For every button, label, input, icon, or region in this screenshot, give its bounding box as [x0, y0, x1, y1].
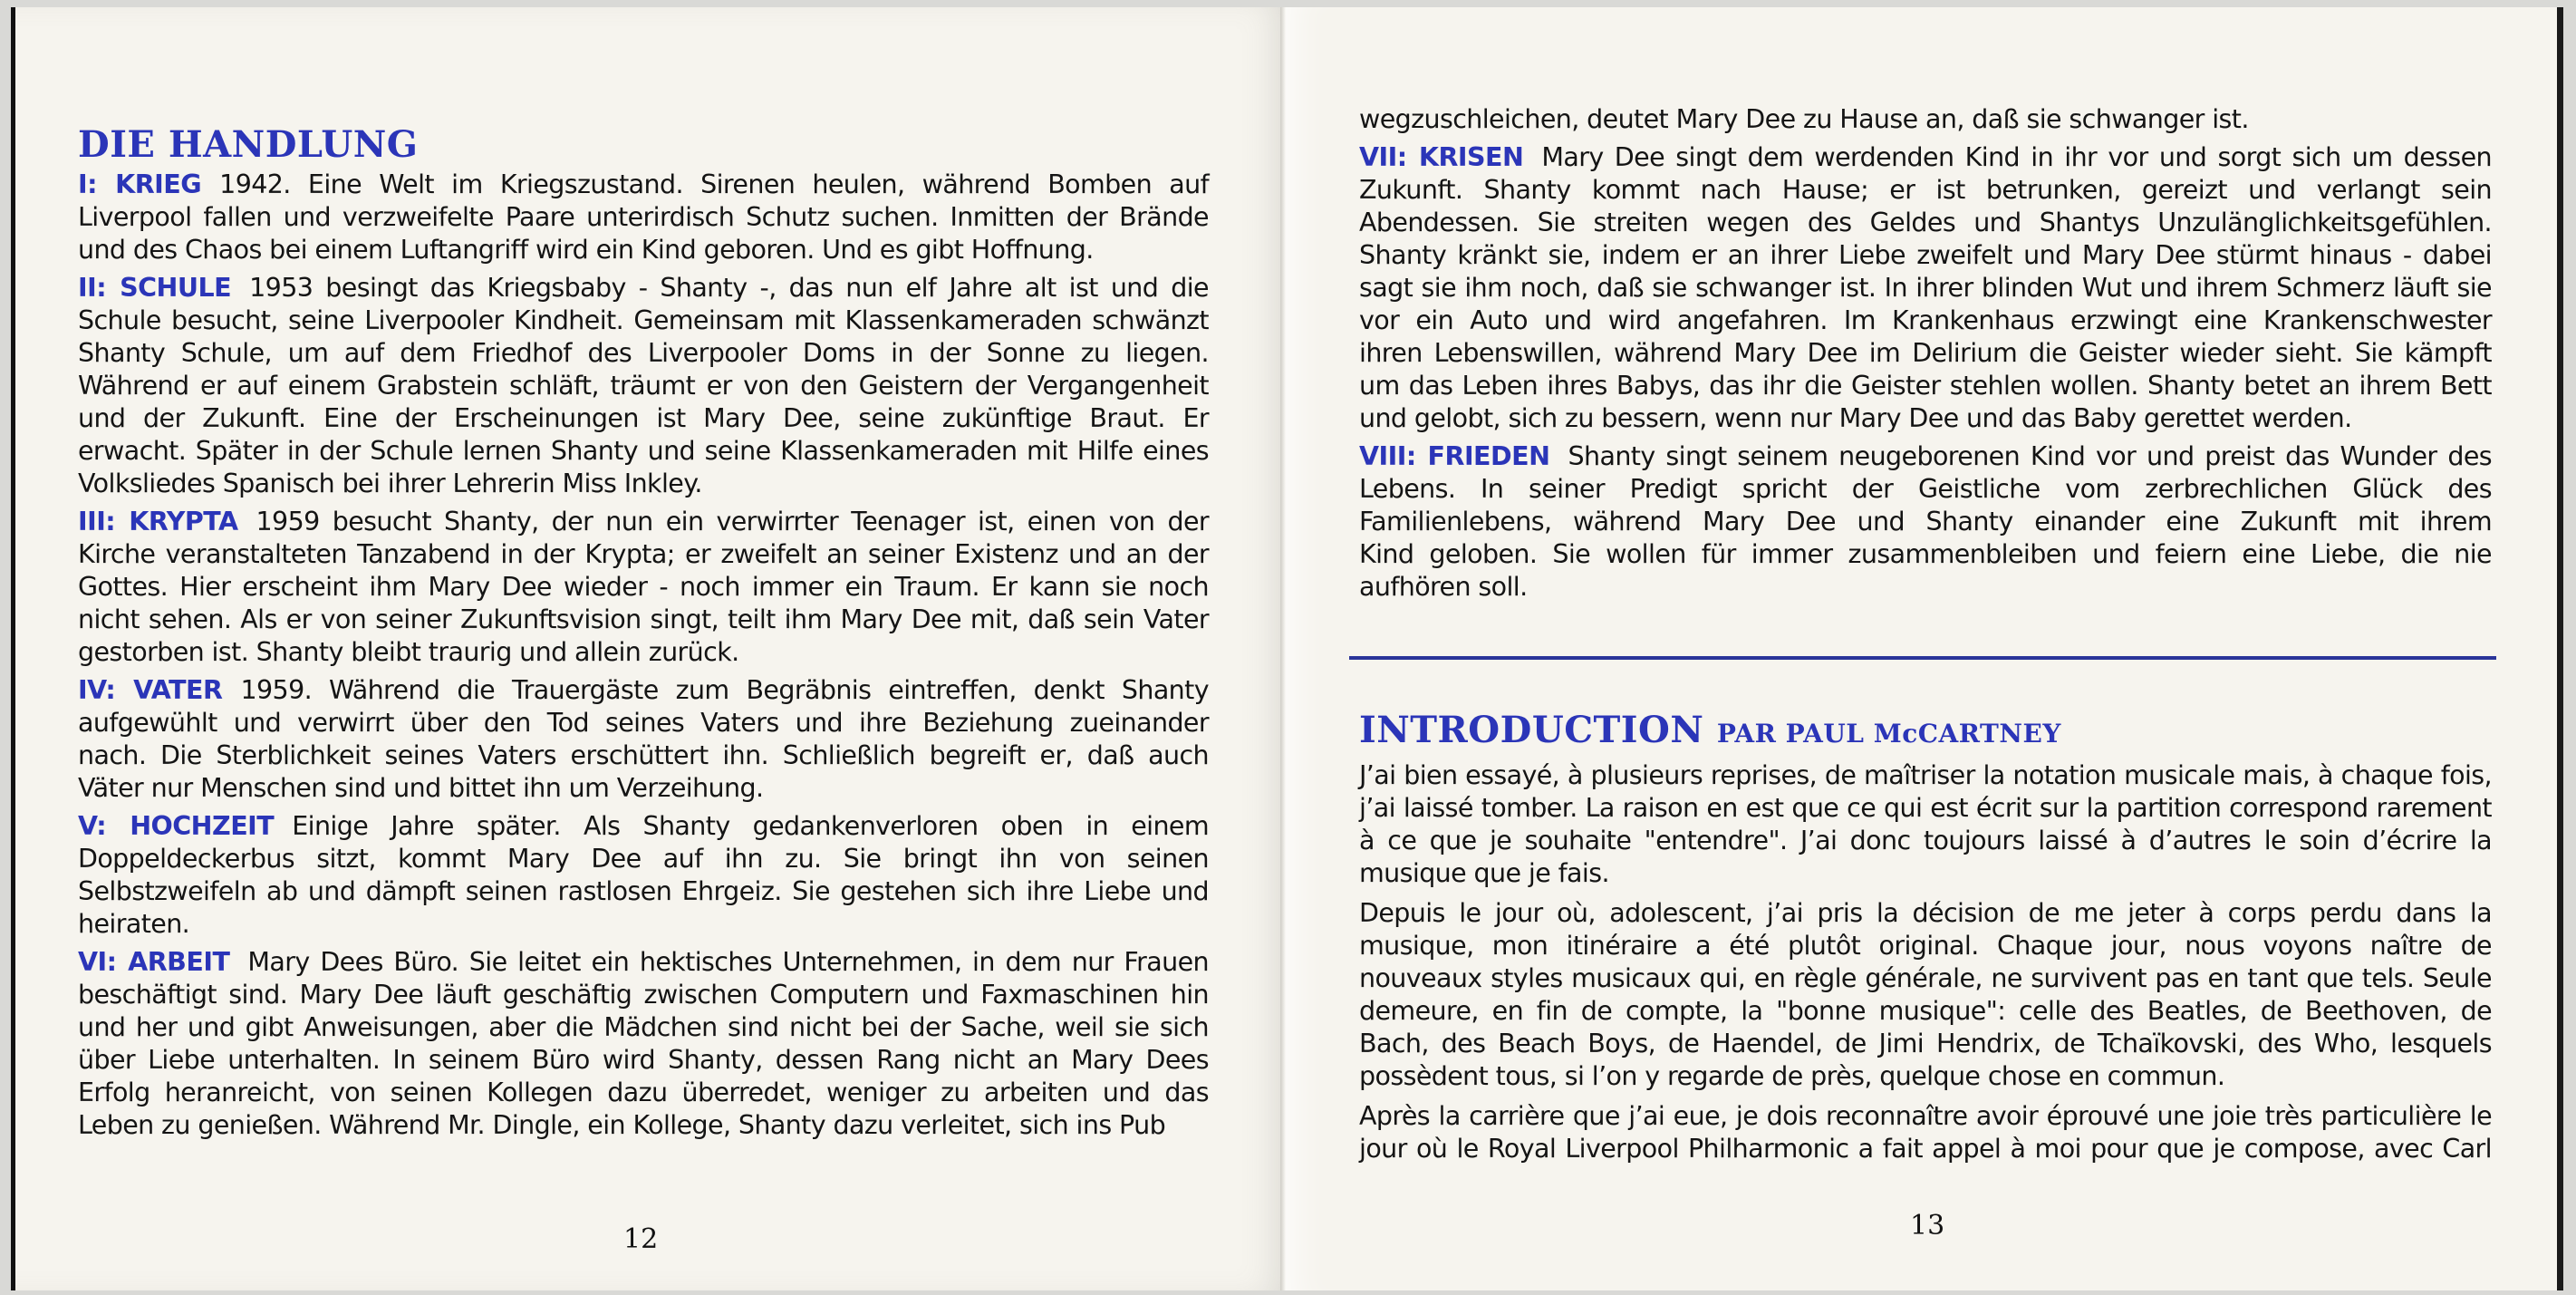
text-line [78, 234, 1209, 266]
line-text: j’ai laissé tomber. La raison en est que ce qui est écrit sur la partition correspond rarement [1359, 793, 2492, 823]
text-line [78, 908, 1209, 941]
text-line [1359, 402, 2492, 435]
section-label: VII: KRISEN [1359, 142, 1524, 172]
text-line [1359, 174, 2492, 207]
text-line [1359, 141, 2492, 174]
left-heading: DIE HANDLUNG [78, 123, 419, 166]
text-line [1359, 1028, 2492, 1060]
text-line [1359, 1133, 2492, 1165]
intro-heading [1359, 709, 2061, 751]
text-line [78, 1077, 1209, 1109]
text-line [78, 571, 1209, 604]
line-text: Depuis le jour où, adolescent, j’ai pris la décision de me jeter à corps perdu dans la [1359, 898, 2492, 928]
line-text: 1953 besingt das Kriegsbaby - Shanty -, das nun elf Jahre alt ist und die [249, 273, 1209, 303]
line-text: Bach, des Beach Boys, de Haendel, de Jimi Hendrix, de Tchaïkovski, des Who, lesquels [1359, 1029, 2492, 1058]
line-text: demeure, en fin de compte, la "bonne musique": celle des Beatles, de Beethoven, de [1359, 996, 2492, 1026]
intro-subtitle: PAR PAUL McCARTNEY [1716, 719, 2061, 749]
page-number-left: 12 [623, 1223, 659, 1255]
section-label: IV: VATER [78, 675, 223, 705]
text-line [78, 201, 1209, 234]
text-line [78, 810, 1209, 843]
text-line [78, 402, 1209, 435]
text-line [1359, 962, 2492, 995]
section-divider [1349, 656, 2496, 660]
text-line [1359, 1100, 2492, 1133]
text-line [78, 468, 1209, 500]
left-page-body [78, 169, 1209, 1147]
line-text: wegzuschleichen, deutet Mary Dee zu Hause an, daß sie schwanger ist. [1359, 104, 2249, 134]
line-text: 1959. Während die Trauergäste zum Begräbnis eintreffen, denkt Shanty [240, 675, 1209, 705]
line-text: aufhören soll. [1359, 572, 1528, 602]
text-line [78, 875, 1209, 908]
line-text: beschäftigt sind. Mary Dee läuft geschäftig zwischen Computern und Faxmaschinen hin [78, 980, 1209, 1010]
line-text: nach. Die Sterblichkeit seines Vaters erschüttert ihn. Schließlich begreift er, daß auch [78, 740, 1209, 770]
section-label: III: KRYPTA [78, 507, 238, 536]
text-line [1359, 272, 2492, 304]
line-text: jour où le Royal Liverpool Philharmonic a fait appel à moi pour que je compose, avec Carl [1359, 1134, 2492, 1164]
text-line [78, 337, 1209, 370]
line-text: Zukunft. Shanty kommt nach Hause; er ist betrunken, gereizt und verlangt sein [1359, 175, 2492, 205]
line-text: Après la carrière que j’ai eue, je dois reconnaître avoir éprouvé une joie très particulière le [1359, 1101, 2492, 1131]
book-gutter [1280, 7, 1286, 1290]
right-page-body [1359, 103, 2492, 609]
text-line [78, 1044, 1209, 1077]
line-text: Mary Dee singt dem werdenden Kind in ihr vor und sorgt sich um dessen [1541, 142, 2492, 172]
line-text: Familienlebens, während Mary Dee und Shanty einander eine Zukunft mit ihrem [1359, 507, 2492, 536]
line-text: um das Leben ihres Babys, das ihr die Geister stehlen wollen. Shanty betet an ihrem Bett [1359, 371, 2492, 401]
line-text: Väter nur Menschen sind und bittet ihn um Verzeihung. [78, 773, 764, 803]
text-line [78, 636, 1209, 669]
plot-section [78, 810, 1209, 941]
line-text: ihren Lebenswillen, während Mary Dee im Delirium die Geister wieder sieht. Sie kämpft [1359, 338, 2492, 368]
line-text: Gottes. Hier erscheint ihm Mary Dee wieder - noch immer ein Traum. Er kann sie noch [78, 572, 1209, 602]
line-text: Lebens. In seiner Predigt spricht der Geistliche vom zerbrechlichen Glück des [1359, 474, 2492, 504]
line-text: Abendessen. Sie streiten wegen des Geldes und Shantys Unzulänglichkeitsgefühlen. [1359, 208, 2492, 237]
text-line [78, 772, 1209, 805]
line-text: musique que je fais. [1359, 858, 1609, 888]
text-line [1359, 897, 2492, 930]
plot-section [78, 946, 1209, 1142]
text-line [78, 370, 1209, 402]
plot-section [1359, 141, 2492, 435]
text-line [1359, 571, 2492, 604]
line-text: und der Zukunft. Eine der Erscheinungen ist Mary Dee, seine zukünftige Braut. Er [78, 403, 1209, 433]
intro-body [1359, 759, 2492, 1173]
line-text: erwacht. Später in der Schule lernen Shanty und seine Klassenkameraden mit Hilfe eines [78, 436, 1209, 466]
text-line [1359, 930, 2492, 962]
text-line [78, 946, 1209, 979]
line-text: Doppeldeckerbus sitzt, kommt Mary Dee auf ihn zu. Sie bringt ihn von seinen [78, 844, 1209, 874]
text-line [1359, 473, 2492, 506]
line-text: Volksliedes Spanisch bei ihrer Lehrerin Miss Inkley. [78, 469, 702, 498]
text-line [1359, 304, 2492, 337]
text-line [1359, 538, 2492, 571]
plot-section [1359, 440, 2492, 604]
line-text: Kind geloben. Sie wollen für immer zusammenbleiben und feiern eine Liebe, die nie [1359, 539, 2492, 569]
line-text: Shanty singt seinem neugeborenen Kind vor und preist das Wunder des [1568, 441, 2493, 471]
text-line [1359, 1060, 2492, 1093]
line-text: heiraten. [78, 909, 190, 939]
text-line [78, 604, 1209, 636]
plot-section [78, 272, 1209, 500]
line-text: Einige Jahre später. Als Shanty gedankenverloren oben in einem [292, 811, 1209, 841]
text-line [78, 304, 1209, 337]
line-text: sagt sie ihm noch, daß sie schwanger ist. In ihrer blinden Wut und ihrem Schmerz läuft sie [1359, 273, 2492, 303]
line-text: Schule besucht, seine Liverpooler Kindheit. Gemeinsam mit Klassenkameraden schwänzt [78, 305, 1209, 335]
section-label: VI: ARBEIT [78, 947, 230, 977]
line-text: und gelobt, sich zu bessern, wenn nur Mary Dee und das Baby gerettet werden. [1359, 403, 2352, 433]
intro-title: INTRODUCTION [1359, 709, 1704, 751]
text-line [1359, 370, 2492, 402]
line-text: Mary Dees Büro. Sie leitet ein hektisches Unternehmen, in dem nur Frauen [247, 947, 1209, 977]
text-line [78, 538, 1209, 571]
intro-paragraph [1359, 759, 2492, 890]
line-text: nouveaux styles musicaux qui, en règle générale, ne survivent pas en tant que tels. Seule [1359, 963, 2492, 993]
text-line [78, 169, 1209, 201]
line-text: Liverpool fallen und verzweifelte Paare unterirdisch Schutz suchen. Inmitten der Brände [78, 202, 1209, 232]
line-text: und her und gibt Anweisungen, aber die Mädchen sind nicht bei der Sache, weil sie sich [78, 1012, 1209, 1042]
text-line [1359, 440, 2492, 473]
text-line [1359, 792, 2492, 825]
text-line [78, 739, 1209, 772]
line-text: 1942. Eine Welt im Kriegszustand. Sirenen heulen, während Bomben auf [219, 169, 1209, 199]
text-line [78, 1011, 1209, 1044]
text-line [1359, 759, 2492, 792]
text-line [78, 272, 1209, 304]
page-number-right: 13 [1910, 1210, 1945, 1242]
line-text: Kirche veranstalteten Tanzabend in der Krypta; er zweifelt an seiner Existenz und an der [78, 539, 1209, 569]
text-line [1359, 825, 2492, 857]
line-text: gestorben ist. Shanty bleibt traurig und allein zurück. [78, 637, 739, 667]
text-line [78, 979, 1209, 1011]
text-line [1359, 337, 2492, 370]
text-line [78, 674, 1209, 707]
intro-paragraph [1359, 897, 2492, 1093]
line-text: possèdent tous, si l’on y regarde de près, quelque chose en commun. [1359, 1061, 2225, 1091]
line-text: Selbstzweifeln ab und dämpft seinen rastlosen Ehrgeiz. Sie gestehen sich ihre Liebe und [78, 876, 1209, 906]
text-line [1359, 995, 2492, 1028]
section-label: VIII: FRIEDEN [1359, 441, 1550, 471]
continuation-text [1359, 103, 2492, 136]
text-line [78, 435, 1209, 468]
plot-section [78, 674, 1209, 805]
line-text: und des Chaos bei einem Luftangriff wird ein Kind geboren. Und es gibt Hoffnung. [78, 235, 1094, 265]
line-text: Während er auf einem Grabstein schläft, träumt er von den Geistern der Vergangenheit [78, 371, 1209, 401]
text-line [78, 707, 1209, 739]
text-line [1359, 239, 2492, 272]
line-text: aufgewühlt und verwirrt über den Tod seines Vaters und ihre Beziehung zueinander [78, 708, 1209, 738]
section-label: V: HOCHZEIT [78, 811, 275, 841]
text-line [1359, 857, 2492, 890]
text-line [1359, 103, 2492, 136]
plot-section [78, 506, 1209, 669]
text-line [78, 843, 1209, 875]
text-line [1359, 506, 2492, 538]
text-line [1359, 207, 2492, 239]
line-text: über Liebe unterhalten. In seinem Büro wird Shanty, dessen Rang nicht an Mary Dees [78, 1045, 1209, 1075]
line-text: Shanty kränkt sie, indem er an ihrer Liebe zweifelt und Mary Dee stürmt hinaus - dabei [1359, 240, 2492, 270]
line-text: Erfolg heranreicht, von seinen Kollegen dazu überredet, weniger zu arbeiten und das [78, 1078, 1209, 1107]
text-line [78, 506, 1209, 538]
line-text: vor ein Auto und wird angefahren. Im Krankenhaus erzwingt eine Krankenschwester [1359, 305, 2492, 335]
intro-paragraph [1359, 1100, 2492, 1165]
line-text: musique, mon itinéraire a été plutôt original. Chaque jour, nous voyons naître de [1359, 931, 2492, 961]
text-line [78, 1109, 1209, 1142]
line-text: à ce que je souhaite "entendre". J’ai donc toujours laissé à d’autres le soin d’écrire la [1359, 826, 2492, 855]
line-text: 1959 besucht Shanty, der nun ein verwirrter Teenager ist, einen von der [256, 507, 1209, 536]
line-text: Shanty Schule, um auf dem Friedhof des Liverpooler Doms in der Sonne zu liegen. [78, 338, 1209, 368]
plot-section [78, 169, 1209, 266]
section-label: I: KRIEG [78, 169, 202, 199]
line-text: J’ai bien essayé, à plusieurs reprises, de maîtriser la notation musicale mais, à chaque fois, [1359, 760, 2492, 790]
line-text: Leben zu genießen. Während Mr. Dingle, ein Kollege, Shanty dazu verleitet, sich ins Pub [78, 1110, 1166, 1140]
section-label: II: SCHULE [78, 273, 232, 303]
line-text: nicht sehen. Als er von seiner Zukunftsvision singt, teilt ihm Mary Dee mit, daß sein Vater [78, 604, 1209, 634]
